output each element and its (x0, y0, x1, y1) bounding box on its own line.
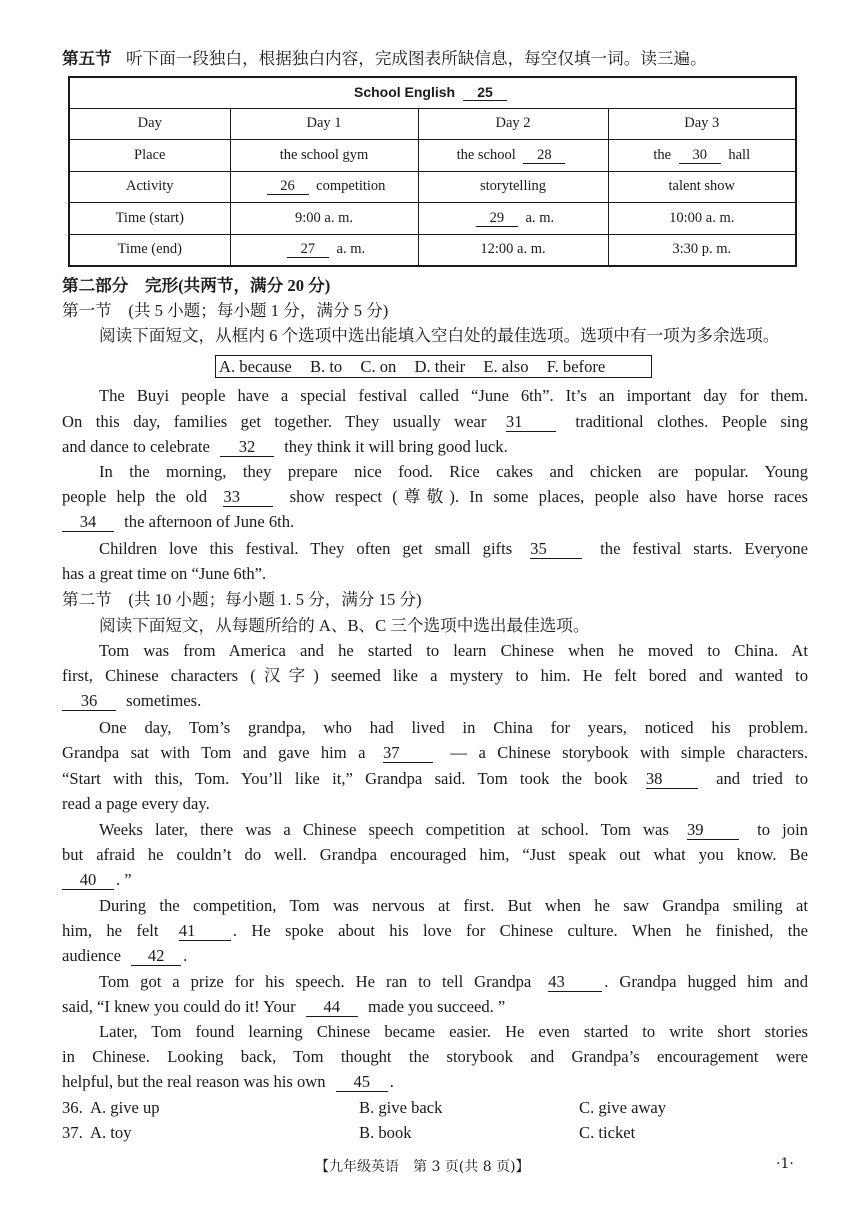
text: Weeks later, there was a Chinese speech competition at school. Tom was (99, 820, 669, 839)
text: “Start with this, Tom. You’ll like it,” Grandpa said. Tom took the book (62, 769, 628, 788)
text: traditional clothes. People sing (575, 412, 809, 431)
blank-26[interactable]: 26 (267, 178, 309, 195)
text: — a Chinese storybook with simple characters. (450, 743, 809, 762)
part2-sec2-heading: 第二节 (共 10 小题；每小题 1. 5 分，满分 15 分) (62, 590, 422, 609)
passage1-line: The Buyi people have a special festival called “June 6th”. It’s an important day for them. (99, 386, 808, 405)
blank-34[interactable]: 34 (62, 513, 114, 532)
passage2-line (62, 742, 808, 764)
text: him, he felt (62, 921, 159, 940)
passage2-line (62, 1071, 808, 1093)
text: show respect (尊敬). In some places, people also have horse races (289, 487, 808, 506)
blank-33[interactable]: 33 (223, 488, 273, 507)
table-cell: Place (70, 140, 230, 172)
passage2-line: Tom was from America and he started to learn Chinese when he moved to China. At (99, 641, 808, 660)
table-row (70, 203, 795, 235)
text: . He spoke about his love for Chinese culture. When he finished, the (232, 921, 808, 940)
passage1-line (62, 486, 808, 508)
text: Tom got a prize for his speech. He ran to tell Grandpa (99, 972, 532, 991)
passage2-line (62, 768, 808, 790)
section5-line (62, 48, 808, 70)
blank-37[interactable]: 37 (383, 744, 433, 763)
table-cell: 10:00 a. m. (608, 203, 795, 235)
passage2-line (99, 819, 808, 841)
passage1-line (99, 538, 808, 560)
text: they think it will bring good luck. (284, 437, 508, 456)
table-cell (608, 140, 795, 172)
text: sometimes. (126, 691, 202, 710)
question-number: 36. (62, 1098, 83, 1117)
blank-28[interactable]: 28 (523, 147, 565, 164)
passage2-line (62, 996, 808, 1018)
table-cell: Day 1 (230, 108, 418, 140)
option-b: B. to (309, 357, 343, 376)
blank-30[interactable]: 30 (679, 147, 721, 164)
blank-40[interactable]: 40 (62, 871, 114, 890)
table-cell: 12:00 a. m. (418, 234, 608, 265)
cell-text: a. m. (525, 209, 555, 226)
blank-32[interactable]: 32 (220, 438, 274, 457)
option-f: F. before (546, 357, 606, 376)
passage2-line (62, 869, 808, 891)
part2-sec2-instruction: 阅读下面短文，从每题所给的 A、B、C 三个选项中选出最佳选项。 (99, 616, 590, 635)
blank-27[interactable]: 27 (287, 241, 329, 258)
table-cell: Activity (70, 171, 230, 203)
passage2-line: but afraid he couldn’t do well. Grandpa encouraged him, “Just speak out what you know. Be (62, 845, 808, 864)
option-d: D. their (414, 357, 466, 376)
table-cell: Day (70, 108, 230, 140)
passage2-line: During the competition, Tom was nervous at first. But when he saw Grandpa smiling at (99, 896, 808, 915)
table-title-text: School English (353, 84, 456, 101)
passage1-line (62, 436, 808, 458)
choice-b[interactable]: B. give back (359, 1098, 443, 1117)
passage1-line (62, 511, 808, 533)
choice-c[interactable]: C. give away (579, 1098, 667, 1117)
choice-c[interactable]: C. ticket (579, 1123, 636, 1142)
cell-text: a. m. (336, 241, 366, 258)
table-cell: storytelling (418, 171, 608, 203)
option-e: E. also (483, 357, 529, 376)
text: Grandpa sat with Tom and gave him a (62, 743, 366, 762)
passage2-line: in Chinese. Looking back, Tom thought the storybook and Grandpa’s encouragement were (62, 1047, 808, 1066)
cell-text: the school (456, 146, 516, 163)
table-cell: Time (end) (70, 234, 230, 265)
part2-sec1-heading: 第一节 (共 5 小题；每小题 1 分，满分 5 分) (62, 301, 389, 320)
page-footer: 【九年级英语 第 3 页(共 8 页)】 (315, 1159, 530, 1175)
blank-35[interactable]: 35 (530, 540, 582, 559)
part2-heading: 第二部分 完形(共两节，满分 20 分) (62, 276, 331, 295)
listening-table (68, 76, 797, 267)
choice-a[interactable]: A. toy (90, 1123, 132, 1142)
text: and dance to celebrate (62, 437, 210, 456)
option-a: A. because (219, 357, 292, 376)
table-row (70, 171, 795, 203)
text: helpful, but the real reason was his own (62, 1072, 326, 1091)
blank-42[interactable]: 42 (131, 947, 181, 966)
text: Children love this festival. They often get small gifts (99, 539, 513, 558)
text: . (389, 1072, 394, 1091)
text: . (183, 946, 188, 965)
passage1-line: has a great time on “June 6th”. (62, 564, 267, 583)
text: to join (757, 820, 808, 839)
blank-45[interactable]: 45 (336, 1073, 388, 1092)
text: audience (62, 946, 121, 965)
blank-41[interactable]: 41 (179, 922, 231, 941)
passage2-line (99, 971, 808, 993)
text: the festival starts. Everyone (600, 539, 808, 558)
table-cell (418, 203, 608, 235)
table-cell (230, 234, 418, 265)
blank-29[interactable]: 29 (476, 210, 518, 227)
passage1-line (62, 411, 808, 433)
cell-text: hall (728, 146, 751, 163)
text: . ” (116, 870, 132, 889)
option-c: C. on (360, 357, 397, 376)
passage2-line (62, 945, 808, 967)
part2-sec1-instruction: 阅读下面短文，从框内 6 个选项中选出能填入空白处的最佳选项。选项中有一项为多余选项。 (99, 326, 780, 345)
cell-text: the (653, 146, 672, 163)
table-cell (230, 171, 418, 203)
text: On this day, families get together. They usually wear (62, 412, 487, 431)
blank-38[interactable]: 38 (646, 770, 698, 789)
blank-31[interactable]: 31 (506, 413, 556, 432)
table-cell: 3:30 p. m. (608, 234, 795, 265)
passage2-line: Later, Tom found learning Chinese became easier. He even started to write short stories (99, 1022, 808, 1041)
text: the afternoon of June 6th. (124, 512, 295, 531)
passage1-line: In the morning, they prepare nice food. Rice cakes and chicken are popular. Young (99, 462, 808, 481)
table-cell: Time (start) (70, 203, 230, 235)
table-cell (418, 140, 608, 172)
section5-heading: 第五节 (62, 49, 112, 68)
cell-text: competition (316, 178, 386, 195)
blank-25[interactable]: 25 (463, 84, 507, 101)
table-cell: the school gym (230, 140, 418, 172)
table-cell: talent show (608, 171, 795, 203)
question-number: 37. (62, 1123, 83, 1142)
blank-44[interactable]: 44 (306, 998, 358, 1017)
listening-grid (70, 78, 795, 265)
text: said, “I knew you could do it! Your (62, 997, 296, 1016)
passage2-line (62, 920, 808, 942)
blank-39[interactable]: 39 (687, 821, 739, 840)
table-title (70, 78, 795, 108)
blank-43[interactable]: 43 (548, 973, 602, 992)
table-row (70, 140, 795, 172)
passage2-line: One day, Tom’s grandpa, who had lived in China for years, noticed his problem. (99, 718, 808, 737)
passage2-line (62, 690, 808, 712)
choice-a[interactable]: A. give up (90, 1098, 160, 1117)
table-title-row (70, 78, 795, 108)
page-number: ·1· (776, 1156, 794, 1172)
choice-b[interactable]: B. book (359, 1123, 412, 1142)
options-box (215, 355, 652, 378)
table-cell: 9:00 a. m. (230, 203, 418, 235)
table-row (70, 234, 795, 265)
text: . Grandpa hugged him and (604, 972, 808, 991)
text: made you succeed. ” (368, 997, 506, 1016)
text: and tried to (716, 769, 809, 788)
section5-instruction: 听下面一段独白，根据独白内容，完成图表所缺信息，每空仅填一词。读三遍。 (125, 49, 707, 68)
passage2-line: read a page every day. (62, 794, 210, 813)
text: people help the old (62, 487, 208, 506)
table-cell: Day 3 (608, 108, 795, 140)
table-cell: Day 2 (418, 108, 608, 140)
table-row (70, 108, 795, 140)
blank-36[interactable]: 36 (62, 692, 116, 711)
passage2-line: first, Chinese characters (汉字) seemed like a mystery to him. He felt bored and wanted to (62, 666, 808, 685)
